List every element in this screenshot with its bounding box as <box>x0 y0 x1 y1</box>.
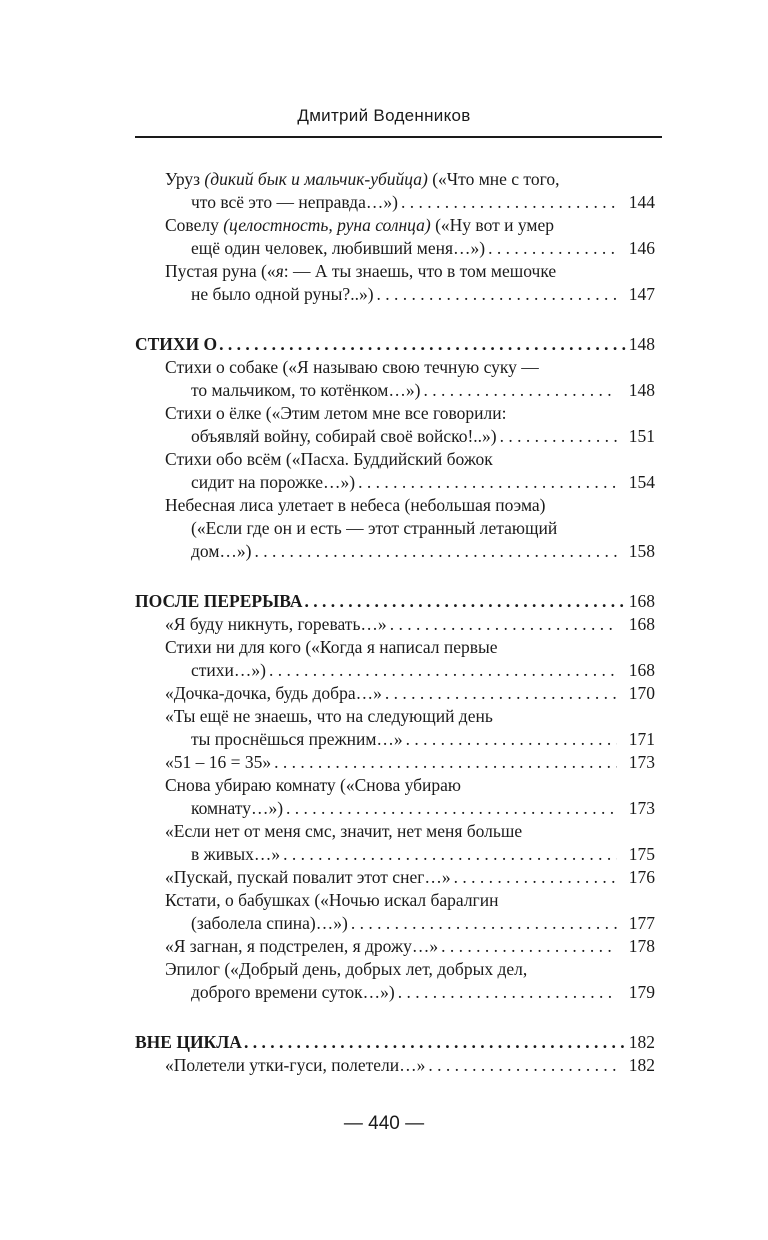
dot-leader <box>401 191 617 214</box>
toc-entry-last-line: сидит на порожке…») <box>191 472 356 492</box>
dot-leader <box>428 1054 617 1077</box>
toc-entry-line: Стихи о ёлке («Этим летом мне все говорили: <box>165 403 507 423</box>
table-of-contents <box>135 168 655 1077</box>
toc-entry-first-line: Совелу (целостность, руна солнца) («Ну вот и умер <box>165 215 554 235</box>
dot-leader <box>390 613 617 636</box>
section-title: ПОСЛЕ ПЕРЕРЫВА <box>135 591 303 611</box>
toc-entry <box>165 448 655 494</box>
toc-entry <box>165 958 655 1004</box>
page-number: 148 <box>628 380 655 400</box>
dot-leader <box>244 1030 627 1054</box>
toc-entry-last-line: (заболела спина)…») <box>191 913 348 933</box>
toc-entry-last-line: то мальчиком, то котёнком…») <box>191 380 421 400</box>
toc-entry-last-line: дом…») <box>191 541 252 561</box>
section-title: ВНЕ ЦИКЛА <box>135 1032 242 1052</box>
dot-leader <box>286 797 617 820</box>
toc-entry <box>165 820 655 866</box>
toc-entry-last-line: «Полетели утки-гуси, полетели…» <box>165 1055 426 1075</box>
toc-entry-last-line: доброго времени суток…») <box>191 982 395 1002</box>
toc-entry-last-line: объявляй войну, собирай своё войско!..») <box>191 426 497 446</box>
section-gap <box>135 306 655 332</box>
dot-leader <box>269 659 617 682</box>
page-number: 173 <box>628 752 655 772</box>
toc-entry-first-line: Пустая руна («я: — А ты знаешь, что в том мешочке <box>165 261 557 281</box>
toc-entry <box>165 356 655 402</box>
section-heading <box>135 332 655 356</box>
page-number: 154 <box>628 472 655 492</box>
toc-entry-line: «Если нет от меня смс, значит, нет меня больше <box>165 821 523 841</box>
toc-entry-line: Кстати, о бабушках («Ночью искал баралгин <box>165 890 499 910</box>
page-number: 182 <box>628 1055 655 1075</box>
dot-leader <box>385 682 617 705</box>
toc-entry <box>165 260 655 306</box>
page-number: 182 <box>628 1032 655 1052</box>
toc-entry-last-line: что всё это — неправда…») <box>191 192 398 212</box>
toc-entry-line: Стихи о собаке («Я называю свою течную суку — <box>165 357 539 377</box>
page-folio: — 440 — <box>343 1113 425 1134</box>
dot-leader <box>377 283 617 306</box>
dot-leader <box>406 728 617 751</box>
toc-entry <box>165 774 655 820</box>
section-gap <box>135 563 655 589</box>
page-number: 178 <box>628 936 655 956</box>
section-gap <box>135 1004 655 1030</box>
toc-entry <box>165 402 655 448</box>
toc-entry <box>165 866 655 889</box>
dot-leader <box>423 379 617 402</box>
section-heading <box>135 589 655 613</box>
dot-leader <box>254 540 617 563</box>
dot-leader <box>219 332 627 356</box>
page-number: 177 <box>628 913 655 933</box>
page-number: 176 <box>628 867 655 887</box>
header-rule <box>135 136 662 138</box>
toc-entry <box>165 682 655 705</box>
page-number: 175 <box>628 844 655 864</box>
dot-leader <box>351 912 617 935</box>
toc-entry-last-line: ты проснёшься прежним…» <box>191 729 403 749</box>
page-number: 170 <box>628 683 655 703</box>
toc-entry <box>165 705 655 751</box>
toc-entry-line: «Ты ещё не знаешь, что на следующий день <box>165 706 493 726</box>
page-number: 146 <box>628 238 655 258</box>
toc-entry <box>165 751 655 774</box>
page-number: 171 <box>628 729 655 749</box>
section-heading <box>135 1030 655 1054</box>
toc-entry-line: Небесная лиса улетает в небеса (небольшая поэма) <box>165 495 546 515</box>
toc-entry-last-line: «Я буду никнуть, горевать…» <box>165 614 387 634</box>
toc-entry-line: Стихи обо всём («Пасха. Буддийский божок <box>165 449 493 469</box>
dot-leader <box>274 751 617 774</box>
toc-entry-line: Эпилог («Добрый день, добрых лет, добрых дел, <box>165 959 528 979</box>
toc-entry <box>165 935 655 958</box>
page-number: 173 <box>628 798 655 818</box>
section-title: СТИХИ О <box>135 334 218 354</box>
running-head: Дмитрий Воденников <box>297 106 471 125</box>
toc-entry-last-line: в живых…» <box>191 844 281 864</box>
toc-entry-last-line: «Дочка-дочка, будь добра…» <box>165 683 382 703</box>
dot-leader <box>358 471 617 494</box>
page-number: 158 <box>628 541 655 561</box>
toc-entry <box>165 613 655 636</box>
toc-entry-last-line: ещё один человек, любивший меня…») <box>191 238 486 258</box>
page-number: 147 <box>628 284 655 304</box>
toc-entry-last-line: «51 – 16 = 35» <box>165 752 272 772</box>
page-number: 148 <box>628 334 655 354</box>
toc-entry <box>165 1054 655 1077</box>
toc-entry-line: Снова убираю комнату («Снова убираю <box>165 775 461 795</box>
toc-entry-line: («Если где он и есть — этот странный летающий <box>191 518 558 538</box>
toc-entry-line: Стихи ни для кого («Когда я написал первые <box>165 637 498 657</box>
dot-leader <box>454 866 617 889</box>
toc-entry-last-line: не было одной руны?..») <box>191 284 374 304</box>
dot-leader <box>488 237 617 260</box>
toc-entry-last-line: стихи…») <box>191 660 266 680</box>
page-number: 151 <box>628 426 655 446</box>
toc-entry <box>165 168 655 214</box>
toc-entry-last-line: «Пускай, пускай повалит этот снег…» <box>165 867 451 887</box>
dot-leader <box>283 843 617 866</box>
page-number: 168 <box>628 591 655 611</box>
toc-entry <box>165 214 655 260</box>
page-number: 179 <box>628 982 655 1002</box>
toc-entry <box>165 494 655 563</box>
toc-entry <box>165 636 655 682</box>
toc-entry-first-line: Уруз (дикий бык и мальчик-убийца) («Что мне с того, <box>165 169 560 189</box>
dot-leader <box>441 935 617 958</box>
page-number: 168 <box>628 660 655 680</box>
sections <box>135 306 655 1077</box>
toc-entry <box>165 889 655 935</box>
page-number: 144 <box>628 192 655 212</box>
dot-leader <box>398 981 617 1004</box>
dot-leader <box>500 425 617 448</box>
toc-entry-last-line: комнату…») <box>191 798 284 818</box>
dot-leader <box>304 589 626 613</box>
page-number: 168 <box>628 614 655 634</box>
toc-entry-last-line: «Я загнан, я подстрелен, я дрожу…» <box>165 936 439 956</box>
